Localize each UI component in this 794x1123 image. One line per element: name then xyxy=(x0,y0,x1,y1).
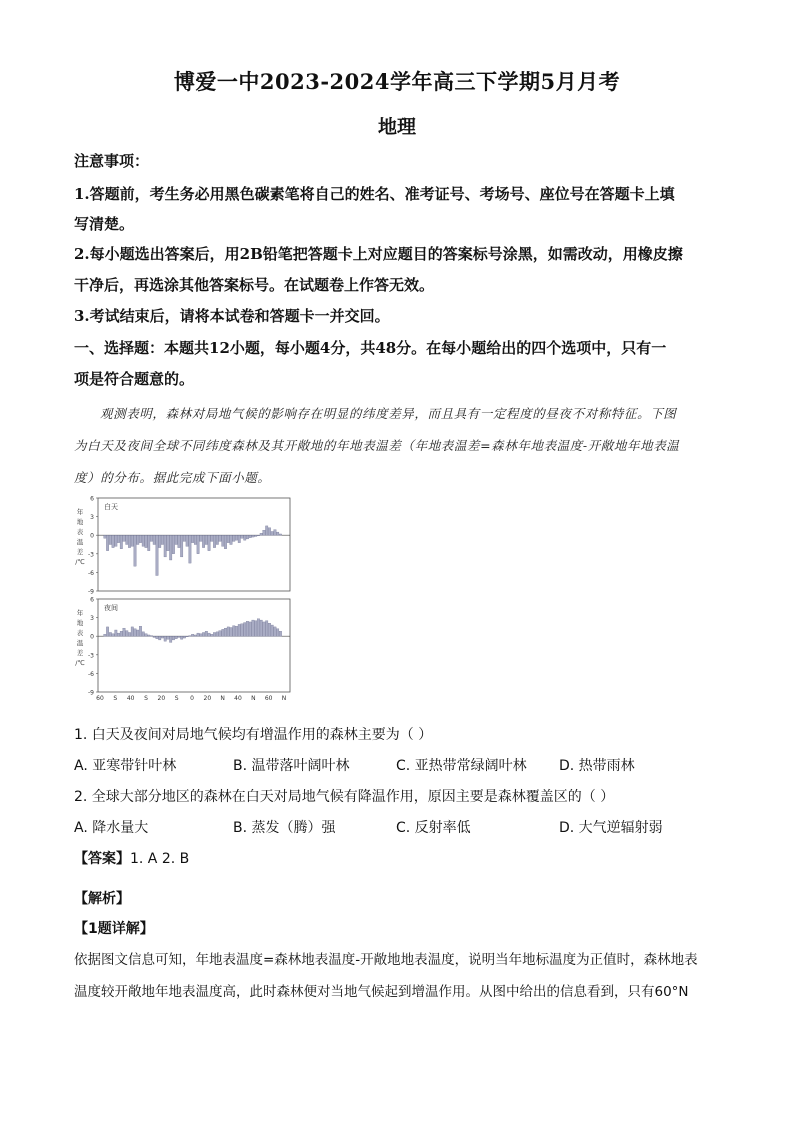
bar xyxy=(167,636,169,639)
bar xyxy=(117,633,119,636)
bar xyxy=(265,621,267,637)
bar xyxy=(169,636,171,642)
y-tick-label: 0 xyxy=(90,532,94,540)
bar xyxy=(257,535,259,536)
bar xyxy=(137,630,139,636)
bar xyxy=(244,535,246,540)
bar xyxy=(194,635,196,636)
bar xyxy=(161,535,163,544)
bar xyxy=(131,627,133,636)
analysis-heading: 【解析】 xyxy=(74,891,130,907)
q1-option-c: C. 亚热带常绿阔叶林 xyxy=(396,758,527,774)
bar xyxy=(172,535,174,554)
analysis-line-2: 温度较开敞地年地表温度高，此时森林便对当地气候起到增温作用。从图中给出的信息看到，只有60°N xyxy=(74,984,689,1000)
temperature-difference-chart xyxy=(74,494,294,704)
bar xyxy=(142,632,144,636)
chart-panel-frame xyxy=(98,599,290,692)
bar xyxy=(241,535,243,538)
bar xyxy=(213,632,215,636)
bar xyxy=(112,535,114,547)
bar xyxy=(115,630,117,636)
bar xyxy=(150,636,152,637)
bar xyxy=(178,636,180,637)
bar xyxy=(271,625,273,636)
x-tick-label: N xyxy=(281,695,287,702)
section-1-heading-a: 一、选择题：本题共12小题，每小题4分，共48分。在每小题给出的四个选项中，只有一 xyxy=(74,339,667,357)
bar xyxy=(260,533,262,535)
bar xyxy=(183,535,185,541)
bar xyxy=(213,535,215,547)
bar xyxy=(202,632,204,636)
notice-item-3: 3.考试结束后，请将本试卷和答题卡一并交回。 xyxy=(74,307,390,325)
bar xyxy=(260,620,262,636)
q1-option-d: D. 热带雨林 xyxy=(559,758,635,774)
panel-name: 白天 xyxy=(104,503,118,511)
bar xyxy=(120,535,122,549)
bar xyxy=(115,535,117,546)
bar xyxy=(109,632,111,636)
bar xyxy=(227,535,229,542)
y-tick-label: -6 xyxy=(88,670,94,678)
y-tick-label: -9 xyxy=(88,689,94,697)
y-axis-label-char: 温 xyxy=(76,639,84,647)
bar xyxy=(175,535,177,544)
bar xyxy=(128,632,130,636)
bar xyxy=(246,535,248,539)
bar xyxy=(244,623,246,637)
bar xyxy=(200,634,202,636)
bar xyxy=(131,535,133,546)
bar xyxy=(158,535,160,547)
bar xyxy=(104,535,106,538)
y-axis-label-char: 表 xyxy=(76,528,84,536)
bar xyxy=(254,621,256,637)
bar xyxy=(134,629,136,636)
bar xyxy=(158,636,160,640)
passage-line-2: 为白天及夜间全球不同纬度森林及其开敞地的年地表温差（年地表温差=森林年地表温度-开敞地年地表温 xyxy=(74,438,680,453)
y-axis-label-char: 表 xyxy=(76,629,84,637)
y-axis-label-char: 差 xyxy=(76,649,84,657)
bar xyxy=(274,627,276,636)
bar xyxy=(211,634,213,636)
bar xyxy=(194,535,196,544)
bar xyxy=(233,626,235,637)
bar xyxy=(208,535,210,551)
x-tick-label: N xyxy=(251,695,256,702)
y-axis-label-char: 年 xyxy=(76,508,84,516)
bar xyxy=(126,535,128,544)
bar xyxy=(150,535,152,541)
bar xyxy=(156,636,158,638)
bar xyxy=(249,622,251,636)
x-tick-label: 0 xyxy=(190,695,194,702)
y-tick-label: -6 xyxy=(88,569,94,577)
bar xyxy=(126,631,128,637)
y-tick-label: -3 xyxy=(88,652,94,660)
y-axis-label-char: 温 xyxy=(76,538,84,546)
bar xyxy=(183,636,185,638)
bar xyxy=(117,535,119,542)
section-1-heading-b: 项是符合题意的。 xyxy=(74,370,195,388)
bar xyxy=(178,535,180,547)
bar xyxy=(224,535,226,549)
x-tick-label: S xyxy=(174,695,179,702)
bar xyxy=(241,624,243,636)
y-axis-label xyxy=(75,507,85,566)
bar xyxy=(208,633,210,636)
bar xyxy=(106,535,108,551)
y-axis-label-char: 年 xyxy=(76,609,84,617)
bar xyxy=(216,535,218,544)
bar xyxy=(257,619,259,636)
bar xyxy=(235,535,237,540)
bar xyxy=(279,631,281,636)
bar xyxy=(137,535,139,544)
bar xyxy=(205,535,207,544)
bar xyxy=(161,636,163,638)
bar xyxy=(222,629,224,636)
passage-line-1: 观测表明，森林对局地气候的影响存在明显的纬度差异，而且具有一定程度的昼夜不对称特征。下图 xyxy=(100,406,677,421)
bar xyxy=(263,622,265,636)
x-tick-label: S xyxy=(113,695,118,702)
bar xyxy=(164,535,166,557)
bar xyxy=(276,629,278,636)
passage xyxy=(74,398,722,494)
y-axis-label-char: 差 xyxy=(76,548,84,556)
analysis-body xyxy=(74,944,722,1008)
question-1-stem: 1. 白天及夜间对局地气候均有增温作用的森林主要为（ ） xyxy=(74,727,433,743)
bar xyxy=(265,526,267,535)
x-tick-label: 40 xyxy=(126,695,135,702)
bar xyxy=(249,535,251,537)
y-axis-label-char: /℃ xyxy=(75,558,85,566)
bar xyxy=(238,624,240,636)
bar xyxy=(205,631,207,636)
bar xyxy=(235,626,237,636)
bar xyxy=(211,535,213,541)
bar xyxy=(153,636,155,637)
bar xyxy=(139,626,141,636)
y-tick-label: -3 xyxy=(88,551,94,559)
y-axis-label xyxy=(75,608,85,667)
y-tick-label: 0 xyxy=(90,633,94,641)
bar xyxy=(169,535,171,560)
q2-option-c: C. 反射率低 xyxy=(396,820,471,836)
notice-item-2a: 2.每小题选出答案后，用2B铅笔把答题卡上对应题目的答案标号涂黑，如需改动，用橡皮擦 xyxy=(74,245,683,263)
q2-option-d: D. 大气逆辐射弱 xyxy=(559,820,663,836)
bar xyxy=(222,535,224,546)
bar xyxy=(191,634,193,636)
bar xyxy=(123,628,125,636)
bar xyxy=(153,535,155,544)
bar xyxy=(123,535,125,541)
bar xyxy=(200,535,202,541)
y-tick-label: -9 xyxy=(88,588,94,596)
x-tick-label: 60 xyxy=(96,695,104,702)
x-tick-label: 20 xyxy=(203,695,212,702)
analysis-sub-heading: 【1题详解】 xyxy=(74,921,154,937)
bar xyxy=(145,535,147,547)
bar xyxy=(156,535,158,575)
y-axis-label-char: 地 xyxy=(76,518,84,526)
q2-option-b: B. 蒸发（腾）强 xyxy=(233,820,336,836)
bar xyxy=(167,535,169,551)
bar xyxy=(219,631,221,637)
exam-subject: 地理 xyxy=(377,116,416,138)
bar xyxy=(238,535,240,542)
bar xyxy=(230,535,232,544)
bar xyxy=(202,535,204,547)
x-tick-label: S xyxy=(144,695,148,702)
exam-title: 博爱一中2023-2024学年高三下学期5月月考 xyxy=(173,69,621,94)
bar xyxy=(134,535,136,566)
y-tick-label: 6 xyxy=(90,495,94,503)
bar xyxy=(148,535,150,551)
bar xyxy=(252,620,254,636)
bar xyxy=(263,530,265,535)
bar xyxy=(172,636,174,640)
bar xyxy=(224,628,226,636)
notice-item-1b: 写清楚。 xyxy=(74,215,135,233)
y-tick-label: 3 xyxy=(90,615,94,623)
bar xyxy=(112,634,114,636)
q1-option-a: A. 亚寒带针叶林 xyxy=(74,758,177,774)
bar xyxy=(180,535,182,557)
bar xyxy=(191,535,193,542)
x-tick-label: 20 xyxy=(157,695,166,702)
panel-name: 夜间 xyxy=(104,604,118,612)
bar xyxy=(216,632,218,636)
x-tick-label: 40 xyxy=(234,695,242,702)
bar xyxy=(268,623,270,636)
bar xyxy=(233,535,235,541)
y-axis-label-char: /℃ xyxy=(75,659,85,667)
bar xyxy=(189,535,191,563)
bar xyxy=(186,636,188,637)
bar xyxy=(197,633,199,636)
answer-tag: 【答案】 xyxy=(74,851,130,867)
bar xyxy=(180,636,182,639)
bar xyxy=(276,532,278,535)
answer-line xyxy=(74,848,189,868)
bar xyxy=(197,535,199,554)
bar xyxy=(230,628,232,637)
bar xyxy=(104,634,106,636)
y-tick-label: 6 xyxy=(90,596,94,604)
bar xyxy=(164,636,166,641)
x-tick-label: N xyxy=(220,695,225,702)
analysis-line-1: 依据图文信息可知，年地表温度=森林地表温度-开敞地地表温度，说明当年地标温度为正值时，森林地表 xyxy=(74,952,698,968)
y-axis-label-char: 地 xyxy=(76,619,84,627)
bar xyxy=(246,621,248,636)
bar xyxy=(120,631,122,636)
bar xyxy=(139,535,141,542)
bar xyxy=(279,534,281,535)
bar xyxy=(106,627,108,636)
bar xyxy=(219,535,221,541)
notice-heading: 注意事项： xyxy=(74,152,150,170)
q1-option-b: B. 温带落叶阔叶林 xyxy=(233,758,350,774)
bar xyxy=(271,531,273,535)
bar xyxy=(268,528,270,535)
notice-item-2b: 干净后，再选涂其他答案标号。在试题卷上作答无效。 xyxy=(74,276,435,294)
bar xyxy=(186,535,188,546)
bar xyxy=(254,535,256,536)
question-2-stem: 2. 全球大部分地区的森林在白天对局地气候有降温作用，原因主要是森林覆盖区的（ ） xyxy=(74,789,615,805)
chart-svg xyxy=(74,494,294,704)
bar xyxy=(227,627,229,636)
bar xyxy=(145,634,147,636)
passage-line-3: 度）的分布。据此完成下面小题。 xyxy=(74,470,271,485)
answer-text: 1. A 2. B xyxy=(130,851,190,867)
bar xyxy=(175,636,177,638)
y-tick-label: 3 xyxy=(90,514,94,522)
notice-item-1a: 1.答题前，考生务必用黑色碳素笔将自己的姓名、准考证号、考场号、座位号在答题卡上填 xyxy=(74,185,675,203)
bar xyxy=(189,636,191,637)
bar xyxy=(252,535,254,537)
bar xyxy=(142,535,144,546)
bar xyxy=(148,635,150,636)
x-tick-label: 60 xyxy=(264,695,273,702)
q2-option-a: A. 降水量大 xyxy=(74,820,149,836)
bar xyxy=(109,535,111,544)
bar xyxy=(274,530,276,536)
bar xyxy=(128,535,130,547)
